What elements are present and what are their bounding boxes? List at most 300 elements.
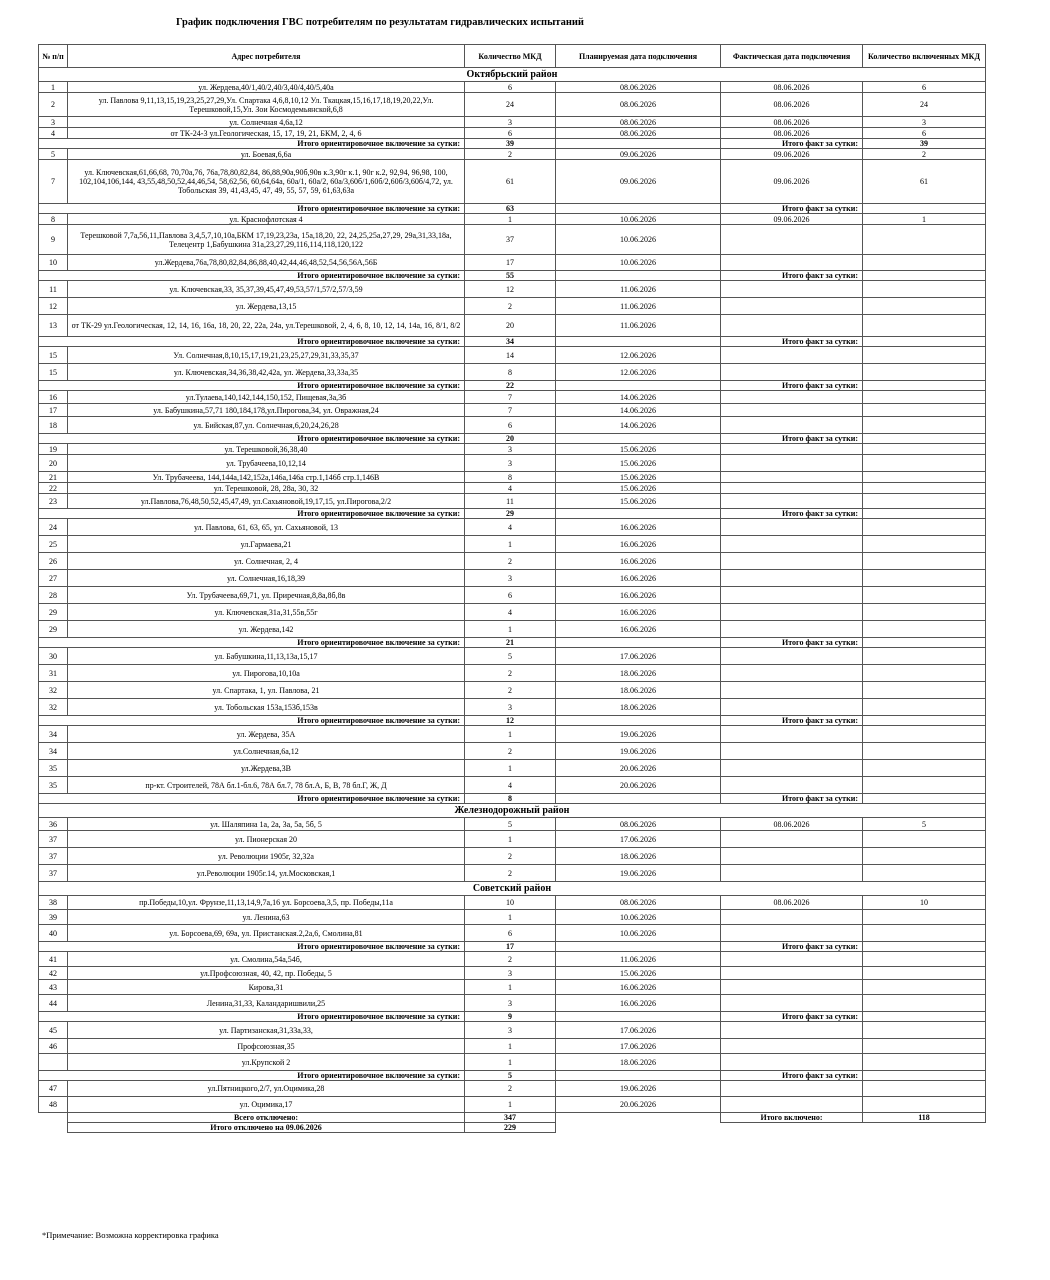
row-planned-date: 08.06.2026 xyxy=(556,896,721,910)
row-actual-date xyxy=(721,417,863,434)
district-row xyxy=(39,804,986,818)
row-address: ул. Ключевская,31а,31,55в,55г xyxy=(68,604,465,621)
row-number: 15 xyxy=(39,347,68,364)
row-number: 21 xyxy=(39,472,68,483)
row-included-count xyxy=(863,298,986,315)
row-number: 38 xyxy=(39,896,68,910)
row-address: ул.Жердева,76а,78,80,82,84,86,88,40,42,44,46,48,52,54,56,56А,56Б xyxy=(68,255,465,271)
row-number: 37 xyxy=(39,831,68,848)
row-actual-date xyxy=(721,760,863,777)
row-count: 2 xyxy=(465,848,556,865)
row-count: 2 xyxy=(465,553,556,570)
total-off-label: Всего отключено: xyxy=(68,1113,465,1123)
row-planned-date: 16.06.2026 xyxy=(556,570,721,587)
row-actual-date xyxy=(721,726,863,743)
total-on-label: Итого включено: xyxy=(721,1113,863,1123)
table-body xyxy=(39,68,986,1113)
row-planned-date: 16.06.2026 xyxy=(556,587,721,604)
row-included-count xyxy=(863,831,986,848)
table-row xyxy=(39,865,986,882)
row-count: 3 xyxy=(465,570,556,587)
row-number: 34 xyxy=(39,743,68,760)
row-included-count: 24 xyxy=(863,93,986,117)
row-number: 18 xyxy=(39,417,68,434)
row-address: ул. Бийская,87,ул. Солнечная,6,20,24,26,28 xyxy=(68,417,465,434)
row-address: ул. Пионерская 20 xyxy=(68,831,465,848)
row-number: 5 xyxy=(39,149,68,160)
row-number: 36 xyxy=(39,818,68,831)
row-count: 2 xyxy=(465,743,556,760)
table-row xyxy=(39,743,986,760)
row-number: 43 xyxy=(39,980,68,995)
row-actual-date: 09.06.2026 xyxy=(721,160,863,204)
row-address: ул.Революции 1905г.14, ул.Московская,1 xyxy=(68,865,465,882)
row-included-count xyxy=(863,255,986,271)
table-row xyxy=(39,225,986,255)
row-number: 37 xyxy=(39,848,68,865)
row-address: ул. Смолина,54а,54б, xyxy=(68,952,465,967)
row-planned-date: 09.06.2026 xyxy=(556,149,721,160)
row-planned-date: 20.06.2026 xyxy=(556,760,721,777)
subtotal-label: Итого ориентировочное включение за сутки: xyxy=(39,1012,465,1022)
row-count: 6 xyxy=(465,925,556,942)
row-address: Терешковой 7,7а,56,11,Павлова 3,4,5,7,10,10а,БКМ 17,19,23,23а, 15а,18,20, 22, 24,25,25а,27,29, 29а,31,33,18а, Телецентр 1,Бабушкина 31а,23,27,29,116,114,118,120,122 xyxy=(68,225,465,255)
table-row xyxy=(39,298,986,315)
row-included-count xyxy=(863,417,986,434)
subtotal-value: 12 xyxy=(465,716,556,726)
table-row xyxy=(39,760,986,777)
fact-value xyxy=(863,1012,986,1022)
row-included-count xyxy=(863,665,986,682)
row-address: ул.Крупской 2 xyxy=(68,1054,465,1071)
row-count: 11 xyxy=(465,494,556,509)
row-planned-date: 19.06.2026 xyxy=(556,1081,721,1097)
table-row xyxy=(39,925,986,942)
row-planned-date: 16.06.2026 xyxy=(556,519,721,536)
row-address: ул. Трубачеева,10,12,14 xyxy=(68,455,465,472)
row-included-count xyxy=(863,952,986,967)
row-actual-date: 08.06.2026 xyxy=(721,117,863,128)
row-planned-date: 12.06.2026 xyxy=(556,364,721,381)
subtotal-value: 20 xyxy=(465,434,556,444)
row-actual-date xyxy=(721,699,863,716)
row-actual-date: 09.06.2026 xyxy=(721,214,863,225)
row-planned-date: 12.06.2026 xyxy=(556,347,721,364)
row-actual-date xyxy=(721,848,863,865)
row-address: ул. Ключевская,33, 35,37,39,45,47,49,53,57/1,57/2,57/3,59 xyxy=(68,281,465,298)
row-number xyxy=(39,1054,68,1071)
row-actual-date xyxy=(721,648,863,665)
table-row xyxy=(39,82,986,93)
row-number: 12 xyxy=(39,298,68,315)
row-actual-date xyxy=(721,865,863,882)
row-planned-date: 18.06.2026 xyxy=(556,665,721,682)
row-count: 1 xyxy=(465,1039,556,1054)
row-count: 2 xyxy=(465,298,556,315)
row-included-count xyxy=(863,604,986,621)
row-included-count xyxy=(863,553,986,570)
fact-label: Итого факт за сутки: xyxy=(721,1071,863,1081)
row-address: ул.Павлова,76,48,50,52,45,47,49, ул.Сахьяновой,19,17,15, ул.Пирогова,2/2 xyxy=(68,494,465,509)
row-included-count: 61 xyxy=(863,160,986,204)
subtotal-value: 9 xyxy=(465,1012,556,1022)
table-row xyxy=(39,910,986,925)
row-included-count xyxy=(863,455,986,472)
row-actual-date: 08.06.2026 xyxy=(721,128,863,139)
fact-label: Итого факт за сутки: xyxy=(721,638,863,648)
total-date-row xyxy=(39,1123,986,1133)
row-number: 35 xyxy=(39,760,68,777)
row-included-count xyxy=(863,1081,986,1097)
row-address: пр-кт. Строителей, 78А бл.1-бл.6, 78А бл.7, 78 бл.А, Б, В, 78 бл.Г, Ж, Д xyxy=(68,777,465,794)
footnote: *Примечание: Возможна корректировка графика xyxy=(42,1230,219,1240)
daily-subtotal-row xyxy=(39,337,986,347)
row-count: 3 xyxy=(465,455,556,472)
row-count: 4 xyxy=(465,604,556,621)
total-on-value: 118 xyxy=(863,1113,986,1123)
row-actual-date xyxy=(721,444,863,455)
table-row xyxy=(39,818,986,831)
subtotal-spacer xyxy=(556,1071,721,1081)
row-planned-date: 15.06.2026 xyxy=(556,967,721,980)
row-number: 25 xyxy=(39,536,68,553)
subtotal-label: Итого ориентировочное включение за сутки: xyxy=(39,204,465,214)
daily-subtotal-row xyxy=(39,509,986,519)
row-address: ул. Павлова, 61, 63, 65, ул. Сахьяновой, 13 xyxy=(68,519,465,536)
row-number: 20 xyxy=(39,455,68,472)
row-included-count xyxy=(863,760,986,777)
subtotal-label: Итого ориентировочное включение за сутки: xyxy=(39,716,465,726)
header-count: Количество МКД xyxy=(465,45,556,68)
table-row xyxy=(39,1097,986,1113)
row-included-count xyxy=(863,494,986,509)
total-date-label: Итого отключено на 09.06.2026 xyxy=(68,1123,465,1133)
subtotal-label: Итого ориентировочное включение за сутки: xyxy=(39,337,465,347)
daily-subtotal-row xyxy=(39,794,986,804)
table-row xyxy=(39,570,986,587)
row-included-count xyxy=(863,391,986,404)
fact-value xyxy=(863,271,986,281)
fact-label: Итого факт за сутки: xyxy=(721,139,863,149)
row-count: 1 xyxy=(465,536,556,553)
fact-value xyxy=(863,794,986,804)
total-off-row xyxy=(39,1113,986,1123)
total-date-value: 229 xyxy=(465,1123,556,1133)
subtotal-value: 17 xyxy=(465,942,556,952)
row-count: 12 xyxy=(465,281,556,298)
row-count: 1 xyxy=(465,214,556,225)
row-address: ул. Ленина,63 xyxy=(68,910,465,925)
row-address: Ул. Трубачеева,69,71, ул. Приречная,8,8а,8б,8в xyxy=(68,587,465,604)
row-number: 47 xyxy=(39,1081,68,1097)
fact-value xyxy=(863,434,986,444)
subtotal-spacer xyxy=(556,204,721,214)
row-address: ул.Тулаева,140,142,144,150,152, Пищевая,3а,3б xyxy=(68,391,465,404)
row-address: пр.Победы,10,ул. Фрунзе,11,13,14,9,7а,16 ул. Борсоева,3,5, пр. Победы,11а xyxy=(68,896,465,910)
row-included-count xyxy=(863,347,986,364)
subtotal-value: 34 xyxy=(465,337,556,347)
row-actual-date xyxy=(721,1097,863,1113)
row-address: ул. Спартака, 1, ул. Павлова, 21 xyxy=(68,682,465,699)
daily-subtotal-row xyxy=(39,139,986,149)
row-actual-date xyxy=(721,281,863,298)
table-row xyxy=(39,483,986,494)
row-planned-date: 15.06.2026 xyxy=(556,494,721,509)
header-included-count: Количество включенных МКД xyxy=(863,45,986,68)
row-included-count xyxy=(863,444,986,455)
row-included-count xyxy=(863,925,986,942)
row-count: 14 xyxy=(465,347,556,364)
row-actual-date xyxy=(721,519,863,536)
row-number: 11 xyxy=(39,281,68,298)
schedule-table xyxy=(38,44,986,1133)
row-address: ул. Солнечная 4,6а,12 xyxy=(68,117,465,128)
row-included-count xyxy=(863,967,986,980)
row-number: 30 xyxy=(39,648,68,665)
row-planned-date: 15.06.2026 xyxy=(556,472,721,483)
row-actual-date xyxy=(721,831,863,848)
subtotal-label: Итого ориентировочное включение за сутки: xyxy=(39,794,465,804)
header-planned-date: Планируемая дата подключения xyxy=(556,45,721,68)
fact-value xyxy=(863,381,986,391)
totals-body xyxy=(39,1113,986,1133)
row-planned-date: 16.06.2026 xyxy=(556,536,721,553)
row-count: 2 xyxy=(465,665,556,682)
subtotal-value: 21 xyxy=(465,638,556,648)
row-included-count xyxy=(863,1097,986,1113)
row-number: 10 xyxy=(39,255,68,271)
row-number: 3 xyxy=(39,117,68,128)
subtotal-spacer xyxy=(556,271,721,281)
row-count: 3 xyxy=(465,967,556,980)
row-address: ул. Революции 1905г, 32,32а xyxy=(68,848,465,865)
row-count: 24 xyxy=(465,93,556,117)
row-number: 32 xyxy=(39,682,68,699)
row-actual-date xyxy=(721,1054,863,1071)
row-address: ул. Жердева, 35А xyxy=(68,726,465,743)
row-planned-date: 15.06.2026 xyxy=(556,444,721,455)
row-count: 2 xyxy=(465,149,556,160)
fact-value xyxy=(863,509,986,519)
fact-label: Итого факт за сутки: xyxy=(721,434,863,444)
row-actual-date xyxy=(721,347,863,364)
table-row xyxy=(39,1081,986,1097)
table-row xyxy=(39,604,986,621)
row-planned-date: 14.06.2026 xyxy=(556,417,721,434)
row-count: 2 xyxy=(465,1081,556,1097)
row-actual-date: 08.06.2026 xyxy=(721,82,863,93)
row-address: Кирова,31 xyxy=(68,980,465,995)
row-number: 29 xyxy=(39,604,68,621)
table-row xyxy=(39,1054,986,1071)
row-actual-date xyxy=(721,494,863,509)
subtotal-spacer xyxy=(556,434,721,444)
row-planned-date: 10.06.2026 xyxy=(556,225,721,255)
table-row xyxy=(39,1039,986,1054)
subtotal-label: Итого ориентировочное включение за сутки: xyxy=(39,434,465,444)
header-num: № п/п xyxy=(39,45,68,68)
row-number: 37 xyxy=(39,865,68,882)
row-included-count xyxy=(863,621,986,638)
row-count: 7 xyxy=(465,391,556,404)
row-number: 48 xyxy=(39,1097,68,1113)
row-actual-date xyxy=(721,952,863,967)
row-included-count xyxy=(863,777,986,794)
subtotal-label: Итого ориентировочное включение за сутки: xyxy=(39,139,465,149)
table-row xyxy=(39,404,986,417)
page-title: График подключения ГВС потребителям по результатам гидравлических испытаний xyxy=(176,17,584,28)
table-row xyxy=(39,777,986,794)
total-off-value: 347 xyxy=(465,1113,556,1123)
row-included-count xyxy=(863,995,986,1012)
row-included-count: 2 xyxy=(863,149,986,160)
table-row xyxy=(39,995,986,1012)
row-count: 1 xyxy=(465,1054,556,1071)
table-row xyxy=(39,648,986,665)
district-row xyxy=(39,882,986,896)
fact-value xyxy=(863,337,986,347)
row-number: 27 xyxy=(39,570,68,587)
row-planned-date: 08.06.2026 xyxy=(556,818,721,831)
row-planned-date: 14.06.2026 xyxy=(556,391,721,404)
row-address: ул. Павлова 9,11,13,15,19,23,25,27,29,Ул. Спартака 4,6,8,10,12 Ул. Ткацкая,15,16,17,18,19,20,22,Ул. Терешковой,15,Ул. Зои Космодемьянской,6,8 xyxy=(68,93,465,117)
row-number: 41 xyxy=(39,952,68,967)
row-address: ул. Солнечная,16,18,39 xyxy=(68,570,465,587)
row-actual-date xyxy=(721,483,863,494)
table-row xyxy=(39,952,986,967)
row-address: ул.Пятницкого,2/7, ул.Оцимика,28 xyxy=(68,1081,465,1097)
fact-label: Итого факт за сутки: xyxy=(721,381,863,391)
subtotal-spacer xyxy=(556,1012,721,1022)
row-included-count xyxy=(863,726,986,743)
row-count: 1 xyxy=(465,726,556,743)
row-number: 31 xyxy=(39,665,68,682)
daily-subtotal-row xyxy=(39,1071,986,1081)
row-address: ул. Бабушкина,11,13,13а,15,17 xyxy=(68,648,465,665)
row-included-count xyxy=(863,1022,986,1039)
subtotal-value: 63 xyxy=(465,204,556,214)
row-actual-date xyxy=(721,743,863,760)
table-row xyxy=(39,128,986,139)
row-number: 35 xyxy=(39,777,68,794)
row-count: 6 xyxy=(465,82,556,93)
row-included-count xyxy=(863,1054,986,1071)
table-row xyxy=(39,93,986,117)
daily-subtotal-row xyxy=(39,638,986,648)
row-number: 2 xyxy=(39,93,68,117)
row-count: 6 xyxy=(465,587,556,604)
district-row xyxy=(39,68,986,82)
subtotal-value: 29 xyxy=(465,509,556,519)
row-count: 3 xyxy=(465,1022,556,1039)
row-included-count: 3 xyxy=(863,117,986,128)
row-address: ул. Краснофлотская 4 xyxy=(68,214,465,225)
subtotal-value: 8 xyxy=(465,794,556,804)
row-number: 28 xyxy=(39,587,68,604)
table-row xyxy=(39,682,986,699)
header-address: Адрес потребителя xyxy=(68,45,465,68)
daily-subtotal-row xyxy=(39,942,986,952)
table-row xyxy=(39,255,986,271)
subtotal-spacer xyxy=(556,139,721,149)
row-included-count xyxy=(863,536,986,553)
row-address: Ул. Солнечная,8,10,15,17,19,21,23,25,27,29,31,33,35,37 xyxy=(68,347,465,364)
row-included-count xyxy=(863,570,986,587)
row-included-count xyxy=(863,910,986,925)
table-row xyxy=(39,281,986,298)
row-address: ул. Тобольская 153а,153б,153в xyxy=(68,699,465,716)
row-planned-date: 10.06.2026 xyxy=(556,910,721,925)
row-planned-date: 16.06.2026 xyxy=(556,995,721,1012)
table-row xyxy=(39,553,986,570)
fact-value xyxy=(863,716,986,726)
row-address: ул. Бабушкина,57,71 180,184,178,ул.Пирогова,34, ул. Овражная,24 xyxy=(68,404,465,417)
row-count: 2 xyxy=(465,682,556,699)
row-planned-date: 11.06.2026 xyxy=(556,315,721,337)
table-row xyxy=(39,1022,986,1039)
row-address: от ТК-24-3 ул.Геологическая, 15, 17, 19, 21, БКМ, 2, 4, 6 xyxy=(68,128,465,139)
row-count: 1 xyxy=(465,621,556,638)
row-included-count xyxy=(863,519,986,536)
row-count: 10 xyxy=(465,896,556,910)
row-planned-date: 11.06.2026 xyxy=(556,298,721,315)
table-row xyxy=(39,665,986,682)
row-count: 1 xyxy=(465,1097,556,1113)
row-address: ул. Ключевская,61,66,68, 70,70а,76, 76а,78,80,82,84, 86,88,90а,90б,90в к.3,90г к.1, 90г к.2, 92,94, 96,98, 100, 102,104,106,144, 43,55,48,50,52,44,46,54, 58,62,56, 60,64,64а, 60а/1, 60а/2, 60а/3,60б/1,60б/2,60б/3,60б/4,72, ул. Тобольская 39, 41,43,45, 47, 49, 55, 57, 59, 61,63,63а xyxy=(68,160,465,204)
row-planned-date: 19.06.2026 xyxy=(556,726,721,743)
row-actual-date xyxy=(721,255,863,271)
daily-subtotal-row xyxy=(39,381,986,391)
row-number: 29 xyxy=(39,621,68,638)
row-number: 22 xyxy=(39,483,68,494)
table-row xyxy=(39,315,986,337)
row-planned-date: 11.06.2026 xyxy=(556,281,721,298)
row-address: ул. Жердева,142 xyxy=(68,621,465,638)
row-included-count xyxy=(863,848,986,865)
row-actual-date: 09.06.2026 xyxy=(721,149,863,160)
row-count: 1 xyxy=(465,910,556,925)
row-included-count: 6 xyxy=(863,128,986,139)
table-row xyxy=(39,896,986,910)
table-row xyxy=(39,831,986,848)
row-included-count xyxy=(863,682,986,699)
table-row xyxy=(39,967,986,980)
row-planned-date: 19.06.2026 xyxy=(556,865,721,882)
row-actual-date xyxy=(721,604,863,621)
row-address: от ТК-29 ул.Геологическая, 12, 14, 16, 16а, 18, 20, 22, 22а, 24а, ул.Терешковой, 2, 4, 6, 8, 10, 12, 14, 14а, 16, 8/1, 8/2 xyxy=(68,315,465,337)
row-number: 45 xyxy=(39,1022,68,1039)
row-included-count: 5 xyxy=(863,818,986,831)
row-planned-date: 17.06.2026 xyxy=(556,648,721,665)
row-actual-date xyxy=(721,1081,863,1097)
subtotal-value: 39 xyxy=(465,139,556,149)
row-count: 4 xyxy=(465,519,556,536)
row-address: ул.Солнечная,6а,12 xyxy=(68,743,465,760)
row-planned-date: 09.06.2026 xyxy=(556,160,721,204)
row-count: 1 xyxy=(465,760,556,777)
table-row xyxy=(39,848,986,865)
row-planned-date: 08.06.2026 xyxy=(556,82,721,93)
row-planned-date: 08.06.2026 xyxy=(556,117,721,128)
row-planned-date: 16.06.2026 xyxy=(556,553,721,570)
fact-value xyxy=(863,1071,986,1081)
row-count: 6 xyxy=(465,417,556,434)
row-actual-date xyxy=(721,967,863,980)
row-count: 5 xyxy=(465,818,556,831)
subtotal-label: Итого ориентировочное включение за сутки: xyxy=(39,1071,465,1081)
row-actual-date xyxy=(721,621,863,638)
row-count: 20 xyxy=(465,315,556,337)
